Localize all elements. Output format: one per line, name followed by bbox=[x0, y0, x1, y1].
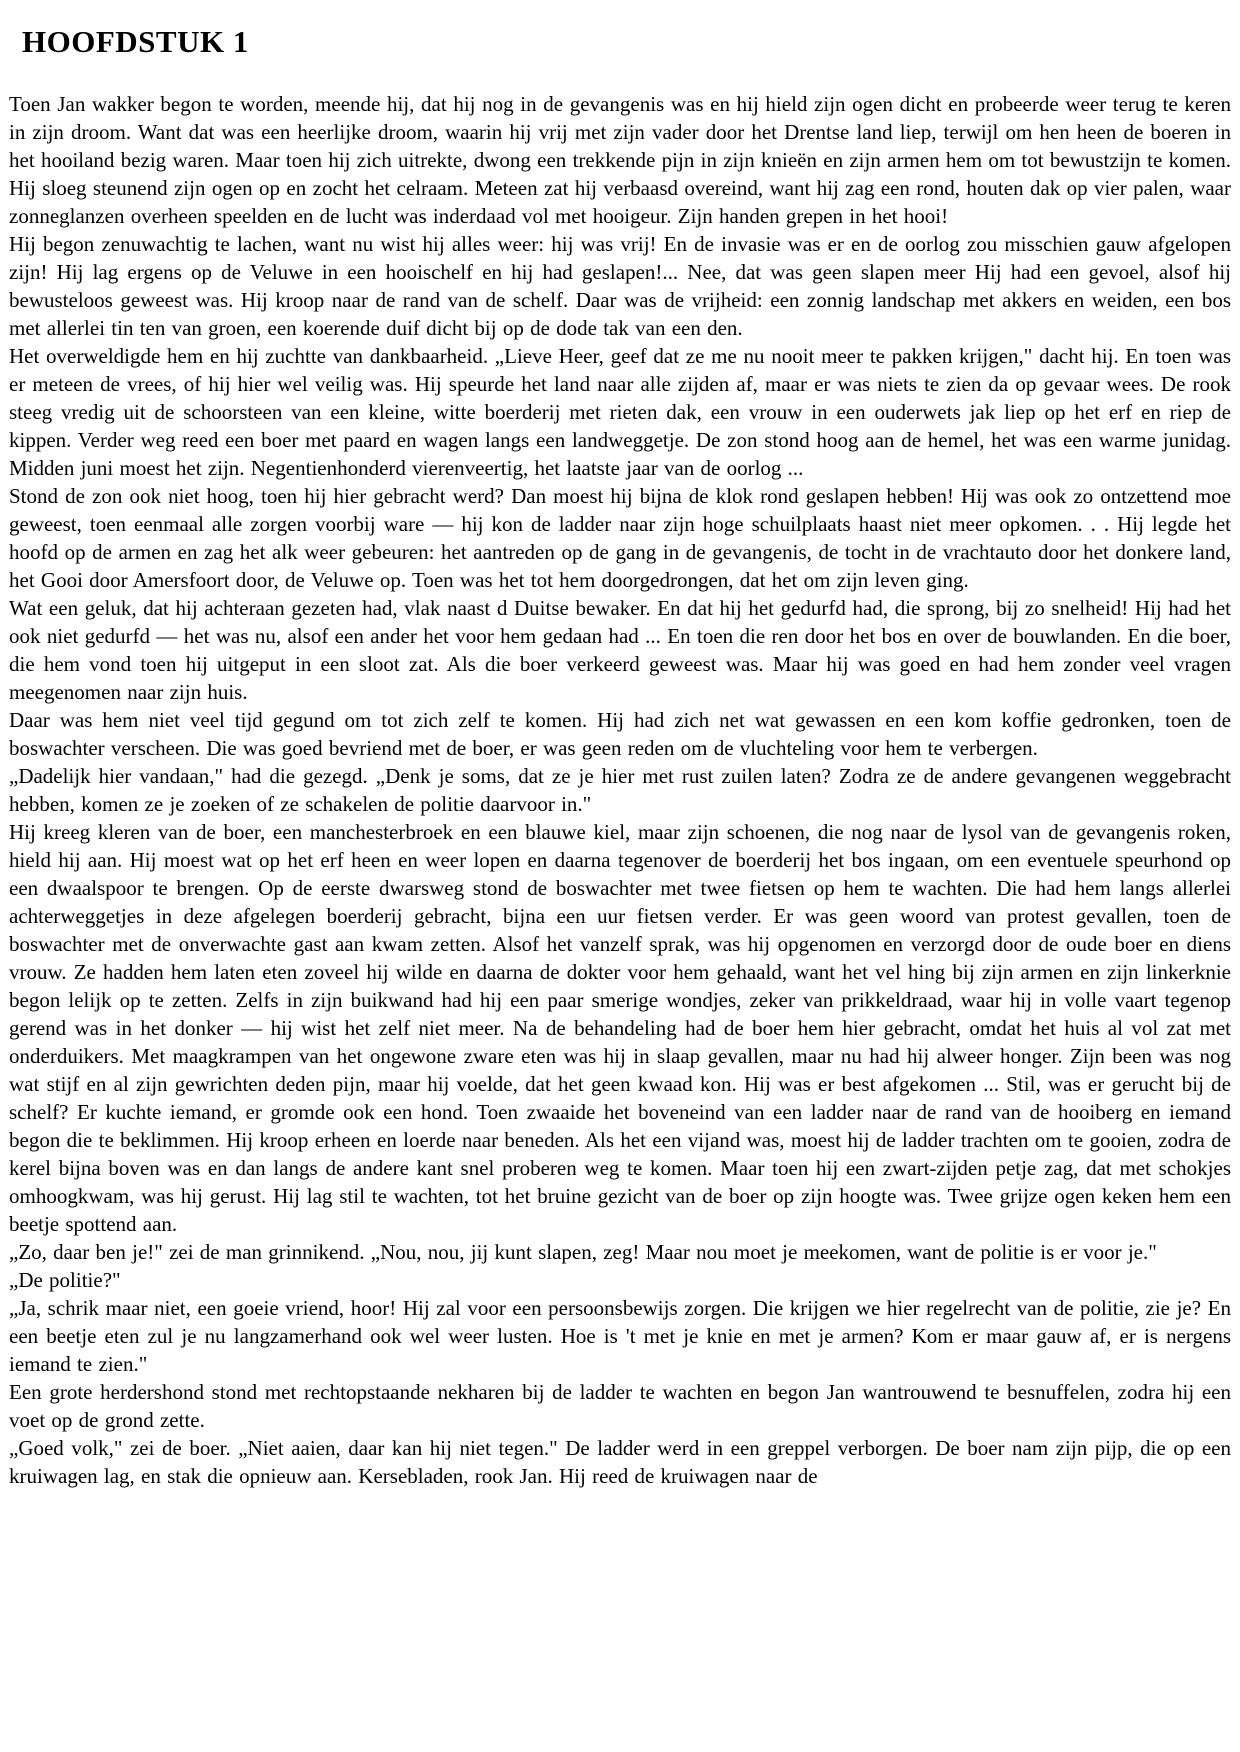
paragraph: Hij kreeg kleren van de boer, een manchesterbroek en een blauwe kiel, maar zijn schoenen, die nog naar de lysol van de gevangenis roken, hield hij aan. Hij moest wat op het erf heen en weer lopen en daarna tegenover de boerderij het bos ingaan, om een eventuele speurhond op een dwaalspoor te brengen. Op de eerste dwarsweg stond de boswachter met twee fietsen op hem te wachten. Die had hem langs allerlei achterweggetjes in deze afgelegen boerderij gebracht, bijna een uur fietsen verder. Er was geen woord van protest gevallen, toen de boswachter met de onverwachte gast aan kwam zetten. Alsof het vanzelf sprak, was hij opgenomen en verzorgd door de oude boer en diens vrouw. Ze hadden hem laten eten zoveel hij wilde en daarna de dokter voor hem gehaald, want het vel hing bij zijn armen en zijn linkerknie begon lelijk op te zetten. Zelfs in zijn buikwand had hij een paar smerige wondjes, zeker van prikkeldraad, waar hij in volle vaart tegenop gerend was in het donker — hij wist het zelf niet meer. Na de behandeling had de boer hem hier gebracht, omdat het huis al vol zat met onderduikers. Met maagkrampen van het ongewone zware eten was hij in slaap gevallen, maar nu had hij alweer honger. Zijn been was nog wat stijf en al zijn gewrichten deden pijn, maar hij voelde, dat het geen kwaad kon. Hij was er best afgekomen ... Stil, was er gerucht bij de schelf? Er kuchte iemand, er gromde ook een hond. Toen zwaaide het boveneind van een ladder naar de rand van de hooiberg en iemand begon die te beklimmen. Hij kroop erheen en loerde naar beneden. Als het een vijand was, moest hij de ladder trachten om te gooien, zodra de kerel bijna boven was en dan langs de andere kant snel proberen weg te komen. Maar toen hij een zwart-zijden petje zag, dat met schokjes omhoogkwam, was hij gerust. Hij lag stil te wachten, tot het bruine gezicht van de boer op zijn hoogte was. Twee grijze ogen keken hem een beetje spottend aan. bbox=[9, 820, 1231, 1236]
paragraph: Het overweldigde hem en hij zuchtte van dankbaarheid. „Lieve Heer, geef dat ze me nu nooit meer te pakken krijgen," dacht hij. En toen was er meteen de vrees, of hij hier wel veilig was. Hij speurde het land naar alle zijden af, maar er was niets te zien da op gevaar wees. De rook steeg vredig uit de schoorsteen van een kleine, witte boerderij met rieten dak, een vrouw in een ouderwets jak liep op het erf en riep de kippen. Verder weg reed een boer met paard en wagen langs een landweggetje. De zon stond hoog aan de hemel, het was een warme junidag. Midden juni moest het zijn. Negentienhonderd vierenveertig, het laatste jaar van de oorlog ... bbox=[9, 344, 1231, 480]
paragraph: „Ja, schrik maar niet, een goeie vriend, hoor! Hij zal voor een persoonsbewijs zorgen. Die krijgen we hier regelrecht van de politie, zie je? En een beetje eten zul je nu langzamerhand ook wel weer lusten. Hoe is 't met je knie en met je armen? Kom er maar gauw af, er is nergens iemand te zien." bbox=[9, 1296, 1231, 1376]
paragraph: „Dadelijk hier vandaan," had die gezegd. „Denk je soms, dat ze je hier met rust zuilen laten? Zodra ze de andere gevangenen weggebracht hebben, komen ze je zoeken of ze schakelen de politie daarvoor in." bbox=[9, 764, 1231, 816]
paragraph: Wat een geluk, dat hij achteraan gezeten had, vlak naast d Duitse bewaker. En dat hij het gedurfd had, die sprong, bij zo snelheid! Hij had het ook niet gedurfd — het was nu, alsof een ander het voor hem gedaan had ... En toen die ren door het bos en over de bouwlanden. En die boer, die hem vond toen hij uitgeput in een sloot zat. Als die boer verkeerd geweest was. Maar hij was goed en had hem zonder veel vragen meegenomen naar zijn huis. bbox=[9, 596, 1231, 704]
paragraph: Hij begon zenuwachtig te lachen, want nu wist hij alles weer: hij was vrij! En de invasie was er en de oorlog zou misschien gauw afgelopen zijn! Hij lag ergens op de Veluwe in een hooischelf en hij had geslapen!... Nee, dat was geen slapen meer Hij had een gevoel, alsof hij bewusteloos geweest was. Hij kroop naar de rand van de schelf. Daar was de vrijheid: een zonnig landschap met akkers en weiden, een bos met allerlei tin ten van groen, een koerende duif dicht bij op de dode tak van een den. bbox=[9, 232, 1231, 340]
paragraph: Een grote herdershond stond met rechtopstaande nekharen bij de ladder te wachten en begon Jan wantrouwend te besnuffelen, zodra hij een voet op de grond zette. bbox=[9, 1380, 1231, 1432]
body-text bbox=[9, 90, 1231, 1490]
paragraph: Daar was hem niet veel tijd gegund om tot zich zelf te komen. Hij had zich net wat gewassen en een kom koffie gedronken, toen de boswachter verscheen. Die was goed bevriend met de boer, er was geen reden om de vluchteling voor hem te verbergen. bbox=[9, 708, 1231, 760]
paragraph: „Goed volk," zei de boer. „Niet aaien, daar kan hij niet tegen." De ladder werd in een greppel verborgen. De boer nam zijn pijp, die op een kruiwagen lag, en stak die opnieuw aan. Kersebladen, rook Jan. Hij reed de kruiwagen naar de bbox=[9, 1436, 1231, 1488]
chapter-title: HOOFDSTUK 1 bbox=[22, 24, 249, 59]
paragraph: „De politie?" bbox=[9, 1268, 121, 1292]
paragraph: Toen Jan wakker begon te worden, meende hij, dat hij nog in de gevangenis was en hij hield zijn ogen dicht en probeerde weer terug te keren in zijn droom. Want dat was een heerlijke droom, waarin hij vrij met zijn vader door het Drentse land liep, terwijl om hen heen de boeren in het hooiland bezig waren. Maar toen hij zich uitrekte, dwong een trekkende pijn in zijn knieën en zijn armen hem om tot bewustzijn te komen. Hij sloeg steunend zijn ogen op en zocht het celraam. Meteen zat hij verbaasd overeind, want hij zag een rond, houten dak op vier palen, waar zonneglanzen overheen speelden en de lucht was inderdaad vol met hooigeur. Zijn handen grepen in het hooi! bbox=[9, 92, 1231, 228]
paragraph: Stond de zon ook niet hoog, toen hij hier gebracht werd? Dan moest hij bijna de klok rond geslapen hebben! Hij was ook zo ontzettend moe geweest, toen eenmaal alle zorgen voorbij ware — hij kon de ladder naar zijn hoge schuilplaats haast niet meer opkomen. . . Hij legde het hoofd op de armen en zag het alk weer gebeuren: het aantreden op de gang in de gevangenis, de tocht in de vrachtauto door het donkere land, het Gooi door Amersfoort door, de Veluwe op. Toen was het tot hem doorgedrongen, dat het om zijn leven ging. bbox=[9, 484, 1231, 592]
paragraph: „Zo, daar ben je!" zei de man grinnikend. „Nou, nou, jij kunt slapen, zeg! Maar nou moet je meekomen, want de politie is er voor je." bbox=[9, 1240, 1157, 1264]
